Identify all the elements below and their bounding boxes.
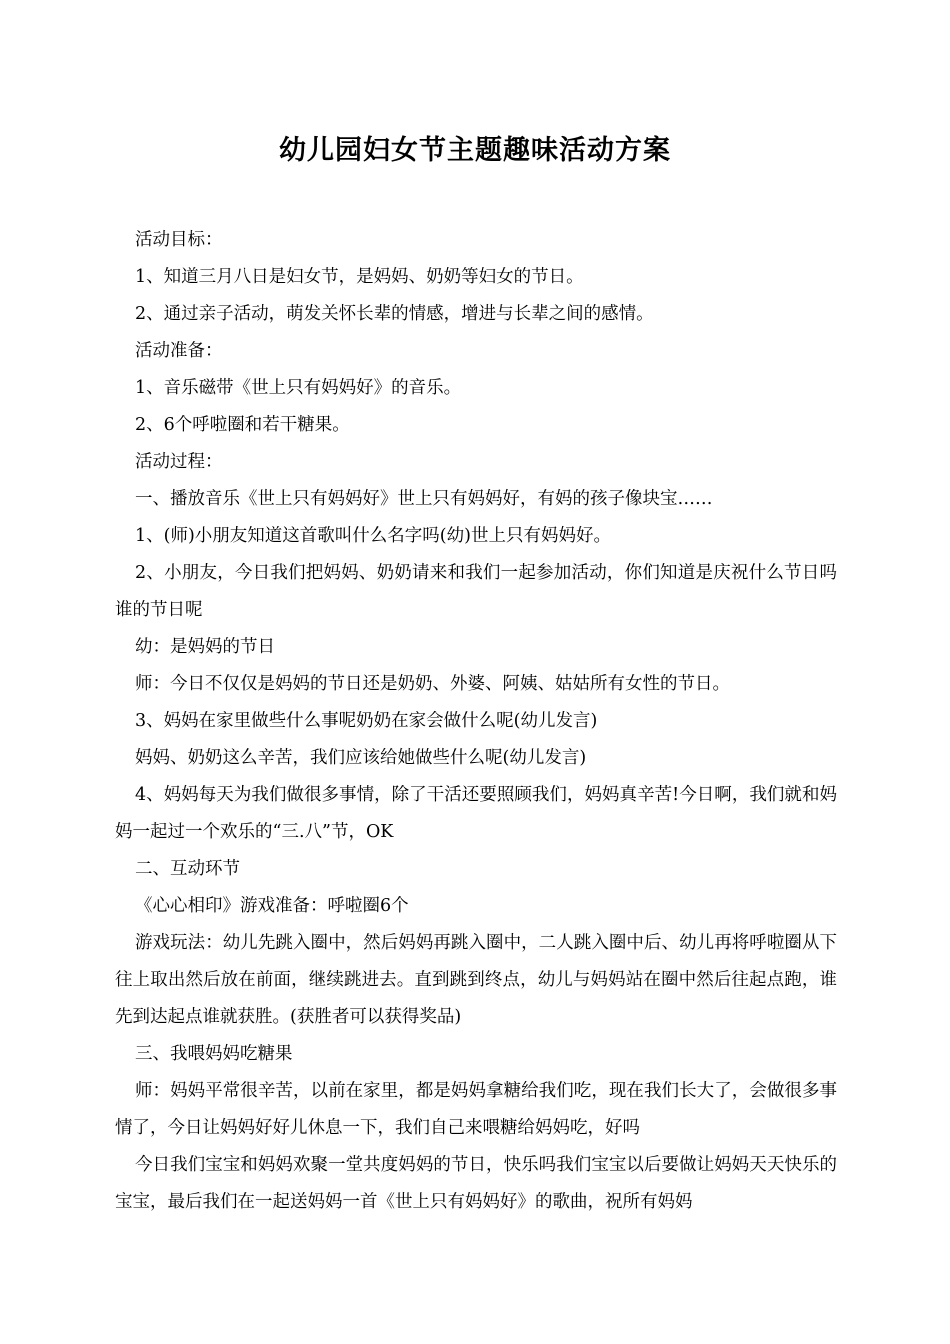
paragraph-preparation-heading: 活动准备： bbox=[135, 341, 223, 361]
paragraph-step-1: 1、(师)小朋友知道这首歌叫什么名字吗(幼)世上只有妈妈好。 bbox=[135, 526, 611, 546]
paragraph-teacher-candy: 师：妈妈平常很辛苦，以前在家里，都是妈妈拿糖给我们吃，现在我们长大了，会做很多事情了，今日让妈妈好好儿休息一下，我们自己来喂糖给妈妈吃，好吗 bbox=[115, 1081, 837, 1138]
paragraph-process-heading: 活动过程： bbox=[135, 452, 223, 472]
paragraph-child-reply: 幼：是妈妈的节日 bbox=[135, 637, 275, 657]
paragraph-goal-2: 2、通过亲子活动，萌发关怀长辈的情感，增进与长辈之间的感情。 bbox=[135, 304, 654, 324]
paragraph-preparation-1: 1、音乐磁带《世上只有妈妈好》的音乐。 bbox=[135, 378, 462, 398]
paragraph-preparation-2: 2、6个呼啦圈和若干糖果。 bbox=[135, 415, 350, 435]
paragraph-step-2: 2、小朋友，今日我们把妈妈、奶奶请来和我们一起参加活动，你们知道是庆祝什么节日吗谁的节日呢 bbox=[115, 563, 837, 620]
page-title: 幼儿园妇女节主题趣味活动方案 bbox=[279, 135, 671, 166]
paragraph-closing: 今日我们宝宝和妈妈欢聚一堂共度妈妈的节日，快乐吗我们宝宝以后要做让妈妈天天快乐的宝宝，最后我们在一起送妈妈一首《世上只有妈妈好》的歌曲，祝所有妈妈 bbox=[115, 1155, 837, 1212]
paragraph-section-1: 一、播放音乐《世上只有妈妈好》世上只有妈妈好，有妈的孩子像块宝…… bbox=[135, 489, 713, 509]
document-body bbox=[115, 222, 837, 1221]
paragraph-game-preparation: 《心心相印》游戏准备：呼啦圈6个 bbox=[135, 896, 409, 916]
paragraph-section-2: 二、互动环节 bbox=[135, 859, 240, 879]
paragraph-step-3: 3、妈妈在家里做些什么事呢奶奶在家会做什么呢(幼儿发言) bbox=[135, 711, 598, 731]
paragraph-goals-heading: 活动目标： bbox=[135, 230, 223, 250]
paragraph-step-4: 4、妈妈每天为我们做很多事情，除了干活还要照顾我们，妈妈真辛苦!今日啊，我们就和妈妈一起过一个欢乐的“三.八”节，OK bbox=[115, 785, 837, 842]
paragraph-section-3: 三、我喂妈妈吃糖果 bbox=[135, 1044, 293, 1064]
paragraph-teacher-reply: 师：今日不仅仅是妈妈的节日还是奶奶、外婆、阿姨、姑姑所有女性的节日。 bbox=[135, 674, 730, 694]
paragraph-goal-1: 1、知道三月八日是妇女节，是妈妈、奶奶等妇女的节日。 bbox=[135, 267, 584, 287]
paragraph-step-3-followup: 妈妈、奶奶这么辛苦，我们应该给她做些什么呢(幼儿发言) bbox=[135, 748, 587, 768]
paragraph-game-rules: 游戏玩法：幼儿先跳入圈中，然后妈妈再跳入圈中，二人跳入圈中后、幼儿再将呼啦圈从下往上取出然后放在前面，继续跳进去。直到跳到终点，幼儿与妈妈站在圈中然后往起点跑，谁先到达起点谁就获胜。(获胜者可以获得奖品) bbox=[115, 933, 837, 1027]
